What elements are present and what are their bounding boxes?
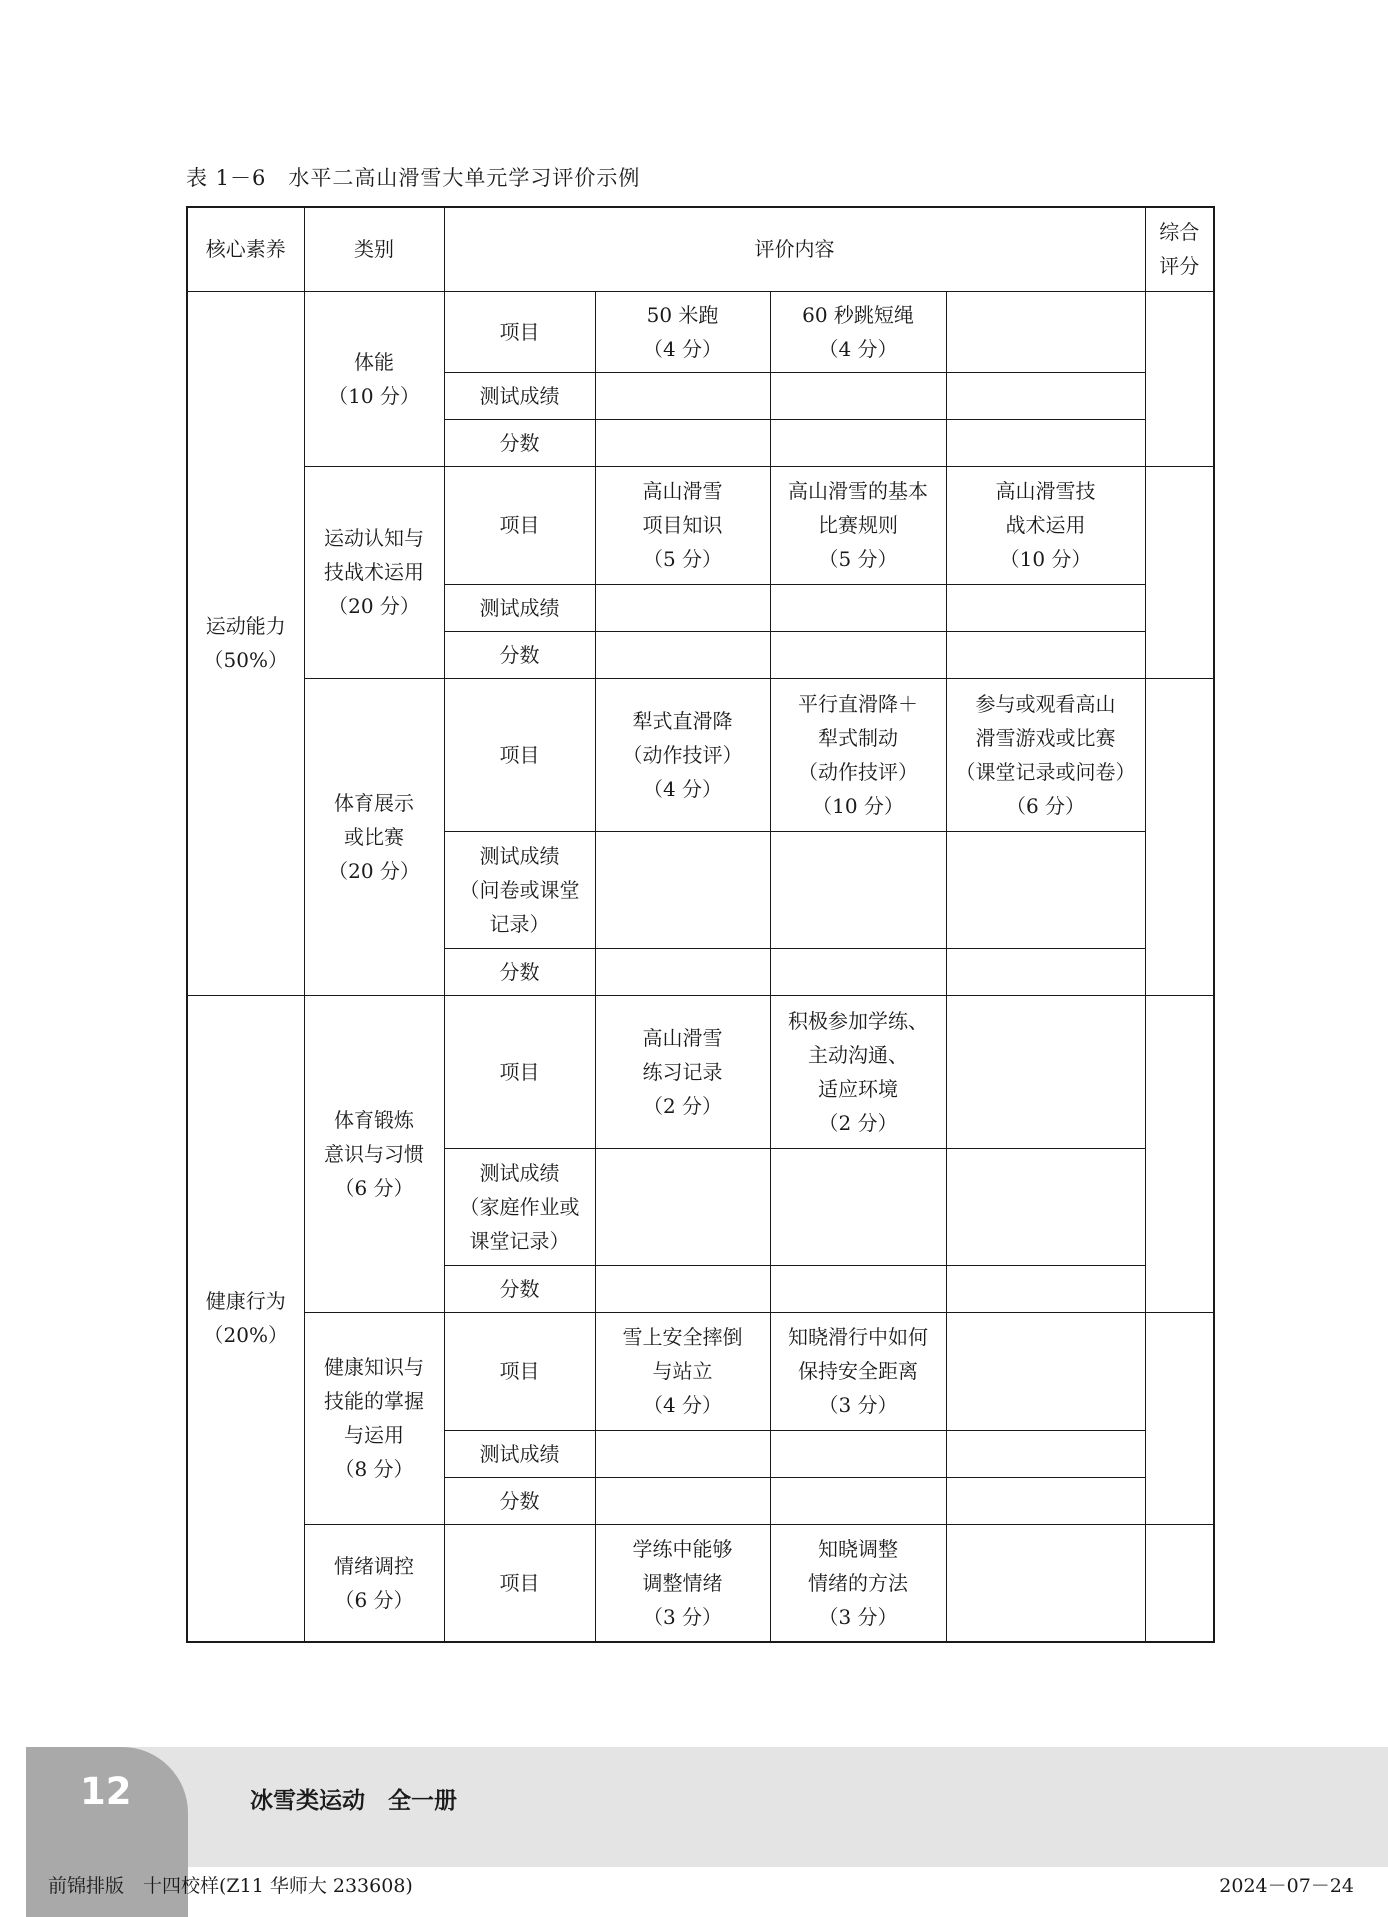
table-row <box>187 678 1214 831</box>
total-score-cell <box>1145 291 1214 466</box>
category-fitness: 体能 （10 分） <box>304 291 444 466</box>
table-row <box>187 466 1214 584</box>
score-cell <box>595 584 770 631</box>
table-row <box>187 995 1214 1148</box>
table-row <box>187 1524 1214 1642</box>
points-cell <box>946 948 1145 995</box>
item-label: 项目 <box>444 678 595 831</box>
score-cell <box>595 831 770 948</box>
total-score-cell <box>1145 1524 1214 1642</box>
score-cell <box>946 831 1145 948</box>
item-label: 项目 <box>444 1524 595 1642</box>
points-cell <box>595 1477 770 1524</box>
item-cell: 60 秒跳短绳 （4 分） <box>770 291 946 372</box>
score-cell <box>770 584 946 631</box>
points-cell <box>595 631 770 678</box>
core-health-behavior: 健康行为 （20%） <box>187 995 304 1642</box>
points-label: 分数 <box>444 419 595 466</box>
print-date: 2024－07－24 <box>1219 1875 1354 1897</box>
score-cell <box>770 1430 946 1477</box>
item-cell: 知晓调整 情绪的方法 （3 分） <box>770 1524 946 1642</box>
print-info: 前锦排版 十四校样(Z11 华师大 233608) <box>48 1875 413 1897</box>
total-score-cell <box>1145 1312 1214 1524</box>
header-row <box>187 207 1214 291</box>
points-cell <box>595 419 770 466</box>
score-cell <box>946 372 1145 419</box>
score-label: 测试成绩 <box>444 372 595 419</box>
header-core: 核心素养 <box>187 207 304 291</box>
points-label: 分数 <box>444 631 595 678</box>
points-cell <box>946 419 1145 466</box>
points-label: 分数 <box>444 1477 595 1524</box>
points-cell <box>770 419 946 466</box>
score-label: 测试成绩 （问卷或课堂 记录） <box>444 831 595 948</box>
points-cell <box>770 948 946 995</box>
header-total: 综合 评分 <box>1145 207 1214 291</box>
item-cell: 高山滑雪的基本 比赛规则 （5 分） <box>770 466 946 584</box>
score-label: 测试成绩 （家庭作业或 课堂记录） <box>444 1148 595 1265</box>
points-cell <box>770 631 946 678</box>
item-label: 项目 <box>444 1312 595 1430</box>
score-cell <box>595 1430 770 1477</box>
item-cell: 高山滑雪技 战术运用 （10 分） <box>946 466 1145 584</box>
item-cell: 犁式直滑降 （动作技评） （4 分） <box>595 678 770 831</box>
total-score-cell <box>1145 678 1214 995</box>
item-cell: 参与或观看高山 滑雪游戏或比赛 （课堂记录或问卷） （6 分） <box>946 678 1145 831</box>
footer-band <box>26 1747 1388 1867</box>
score-cell <box>946 1430 1145 1477</box>
item-cell: 雪上安全摔倒 与站立 （4 分） <box>595 1312 770 1430</box>
score-label: 测试成绩 <box>444 584 595 631</box>
item-cell-empty <box>946 1312 1145 1430</box>
points-cell <box>770 1477 946 1524</box>
score-cell <box>770 831 946 948</box>
score-cell <box>946 1148 1145 1265</box>
table-caption: 表 1－6 水平二高山滑雪大单元学习评价示例 <box>186 166 641 190</box>
item-label: 项目 <box>444 995 595 1148</box>
item-cell: 学练中能够 调整情绪 （3 分） <box>595 1524 770 1642</box>
evaluation-table <box>186 206 1215 1643</box>
item-cell-empty <box>946 1524 1145 1642</box>
score-cell <box>595 1148 770 1265</box>
item-cell: 高山滑雪 项目知识 （5 分） <box>595 466 770 584</box>
points-cell <box>946 1477 1145 1524</box>
item-cell: 50 米跑 （4 分） <box>595 291 770 372</box>
item-cell-empty <box>946 995 1145 1148</box>
item-cell: 高山滑雪 练习记录 （2 分） <box>595 995 770 1148</box>
item-label: 项目 <box>444 291 595 372</box>
category-health-knowledge: 健康知识与 技能的掌握 与运用 （8 分） <box>304 1312 444 1524</box>
category-display-competition: 体育展示 或比赛 （20 分） <box>304 678 444 995</box>
book-title: 冰雪类运动 全一册 <box>250 1788 457 1814</box>
total-score-cell <box>1145 466 1214 678</box>
item-label: 项目 <box>444 466 595 584</box>
points-cell <box>595 948 770 995</box>
total-score-cell <box>1145 995 1214 1312</box>
core-motor-ability: 运动能力 （50%） <box>187 291 304 995</box>
item-cell: 平行直滑降＋ 犁式制动 （动作技评） （10 分） <box>770 678 946 831</box>
item-cell: 知晓滑行中如何 保持安全距离 （3 分） <box>770 1312 946 1430</box>
score-cell <box>946 584 1145 631</box>
score-cell <box>770 372 946 419</box>
header-content: 评价内容 <box>444 207 1145 291</box>
item-cell: 积极参加学练、 主动沟通、 适应环境 （2 分） <box>770 995 946 1148</box>
category-emotion-control: 情绪调控 （6 分） <box>304 1524 444 1642</box>
table-row <box>187 291 1214 372</box>
category-cognition-tactics: 运动认知与 技战术运用 （20 分） <box>304 466 444 678</box>
points-cell <box>946 1265 1145 1312</box>
points-label: 分数 <box>444 1265 595 1312</box>
points-cell <box>946 631 1145 678</box>
score-label: 测试成绩 <box>444 1430 595 1477</box>
page-number: 12 <box>80 1770 132 1813</box>
header-category: 类别 <box>304 207 444 291</box>
category-exercise-habits: 体育锻炼 意识与习惯 （6 分） <box>304 995 444 1312</box>
points-cell <box>770 1265 946 1312</box>
score-cell <box>595 372 770 419</box>
table-row <box>187 1312 1214 1430</box>
score-cell <box>770 1148 946 1265</box>
points-cell <box>595 1265 770 1312</box>
points-label: 分数 <box>444 948 595 995</box>
item-cell-empty <box>946 291 1145 372</box>
